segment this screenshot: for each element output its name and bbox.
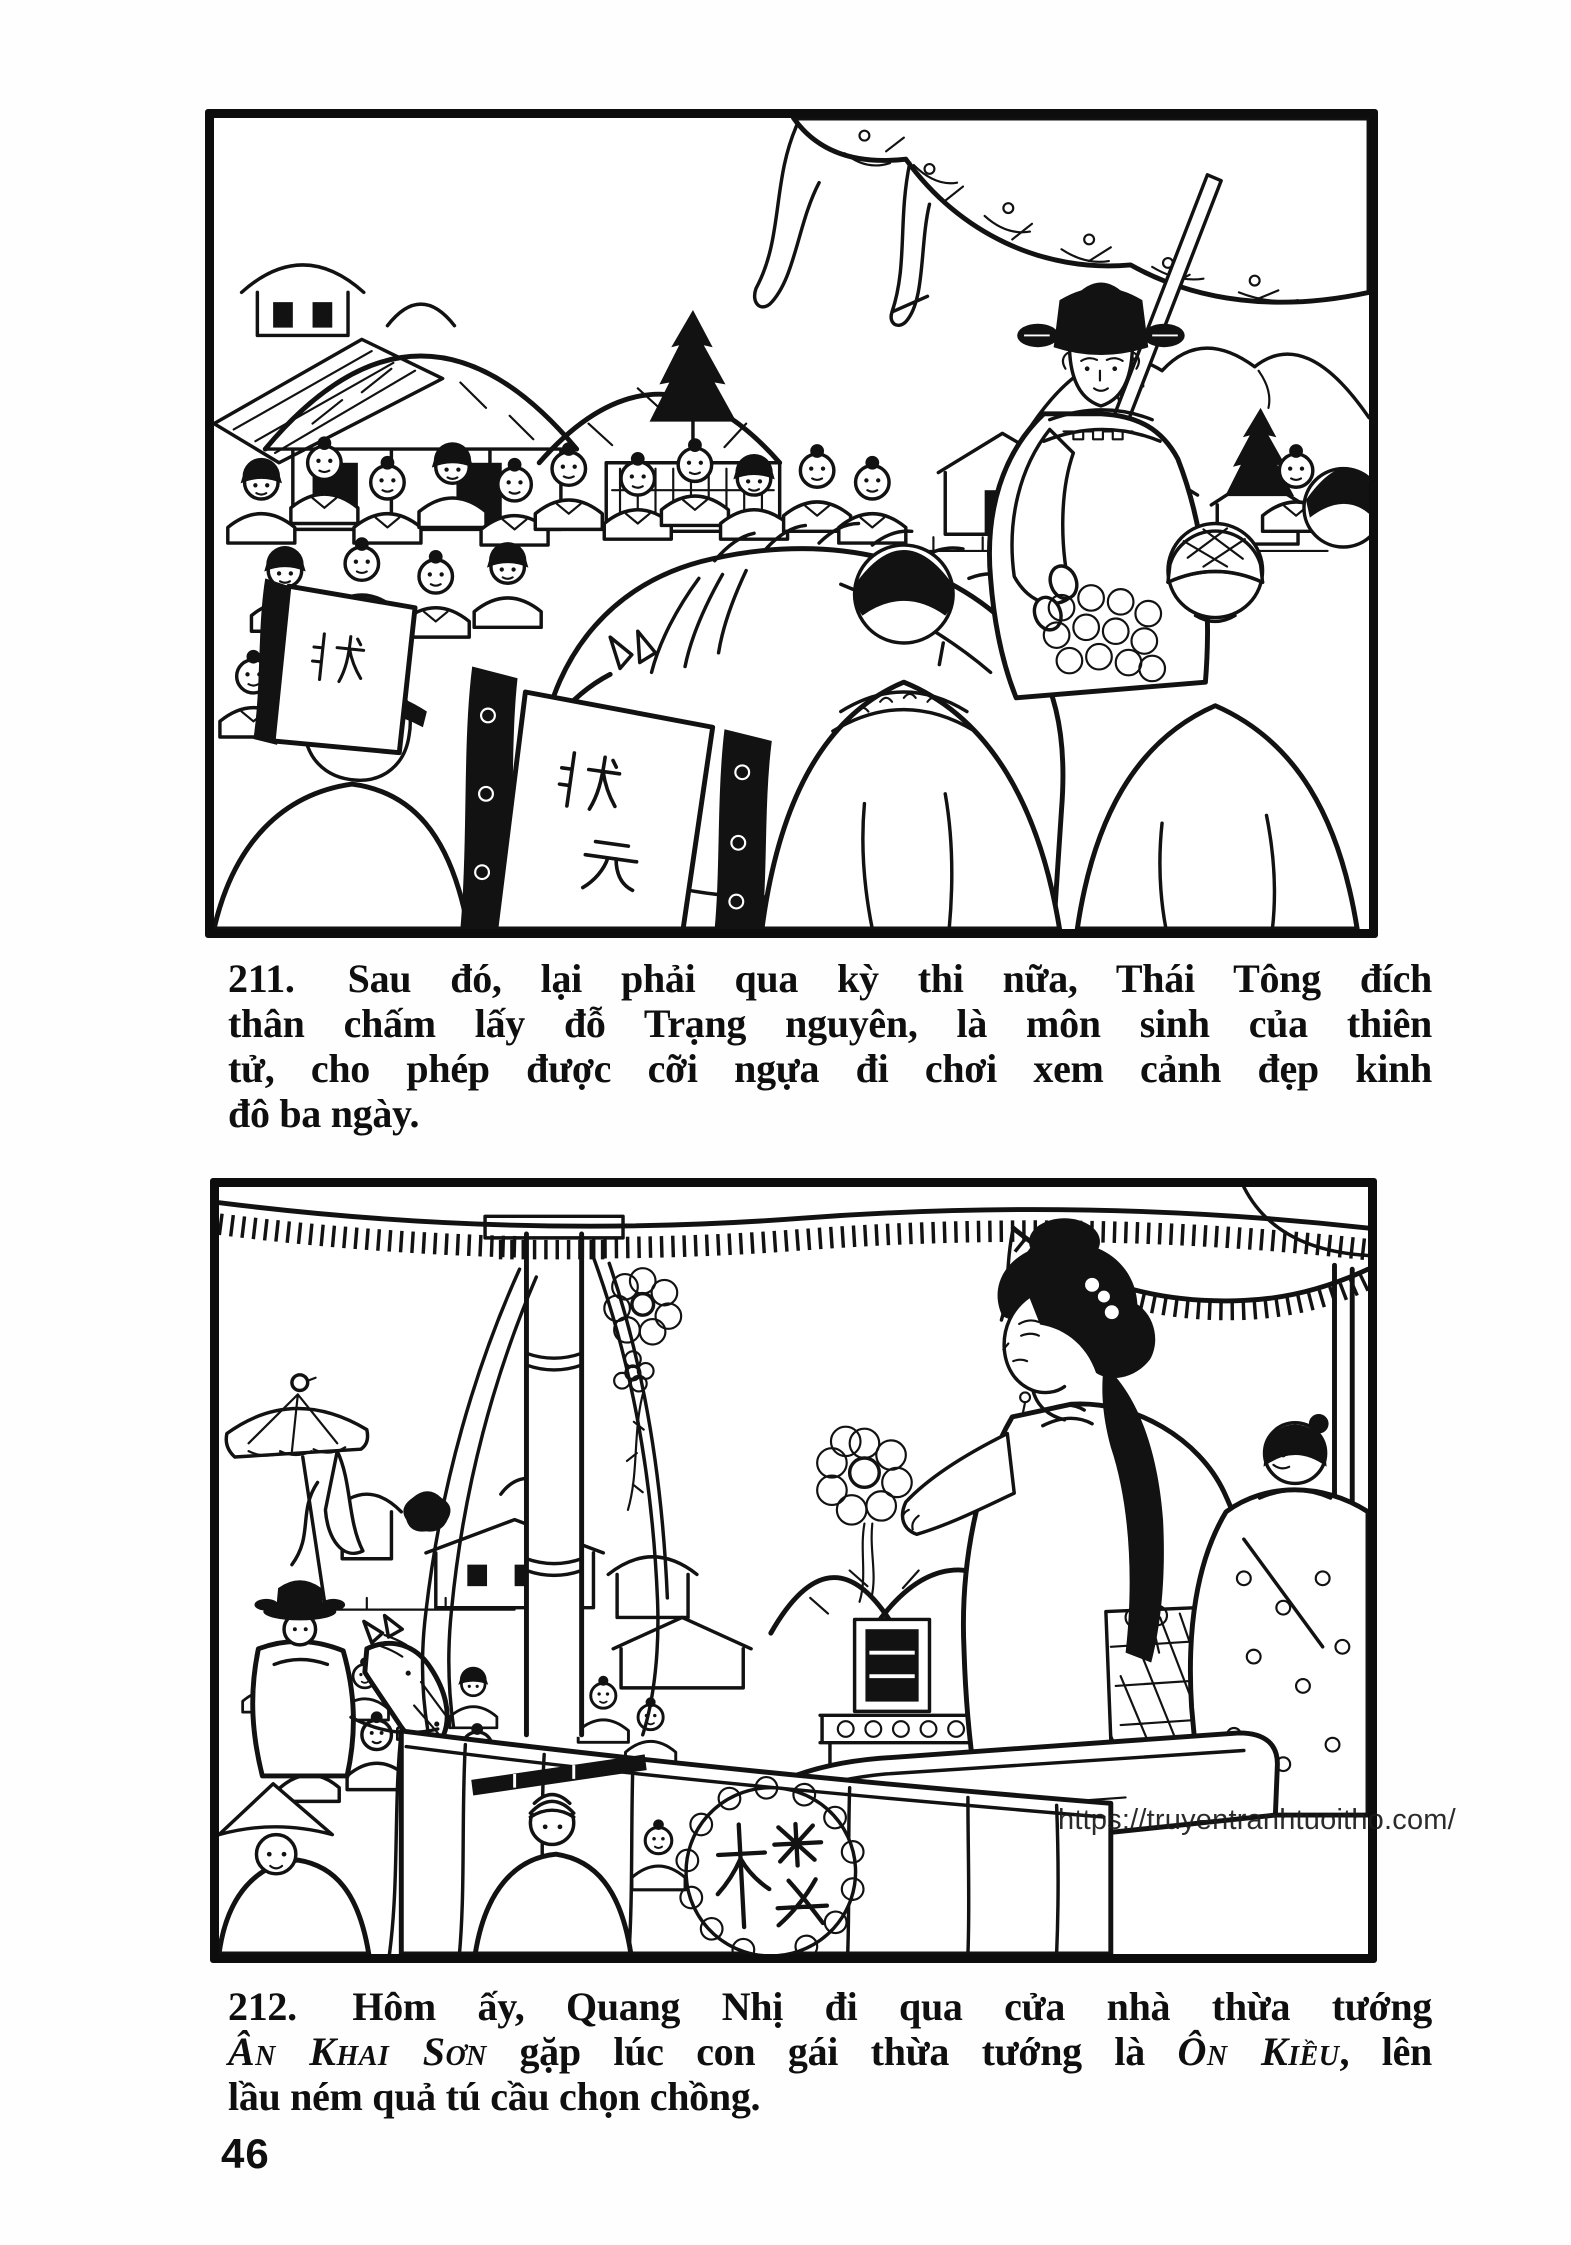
caption-211 bbox=[228, 956, 1432, 1136]
rider-trang-nguyen bbox=[989, 283, 1207, 698]
caption-text: đô ba ngày. bbox=[228, 1091, 420, 1136]
watermark-url: https://truyentranhtuoitho.com/ bbox=[1058, 1804, 1456, 1836]
page-number: 46 bbox=[221, 2130, 270, 2177]
caption-number: 212. bbox=[228, 1984, 297, 2029]
caption-line bbox=[228, 1001, 1432, 1046]
caption-line bbox=[228, 2029, 1432, 2074]
caption-text: thân chấm lấy đỗ Trạng nguyên, là môn sinh của thiên bbox=[228, 1001, 1432, 1046]
caption-line bbox=[228, 2074, 1432, 2119]
caption-line bbox=[228, 1046, 1432, 1091]
caption-text: tử, cho phép được cỡi ngựa đi chơi xem cảnh đẹp kinh bbox=[228, 1046, 1432, 1091]
caption-line bbox=[228, 1091, 1432, 1136]
pillar bbox=[485, 1216, 623, 1736]
panel-1-illustration bbox=[214, 118, 1369, 929]
caption-proper-name: Ôn Kiều bbox=[1177, 2029, 1340, 2074]
foreground-head-right-edge bbox=[1304, 468, 1369, 547]
caption-line bbox=[228, 956, 1432, 1001]
zhuangyuan-banner-small bbox=[253, 578, 415, 752]
canopy bbox=[219, 1187, 1368, 1320]
panel-1 bbox=[205, 109, 1378, 938]
caption-text: , lên bbox=[1339, 2029, 1432, 2074]
caption-text: Sau đó, lại phải qua kỳ thi nữa, Thái Tông đích bbox=[308, 956, 1432, 1001]
parade-banner bbox=[755, 118, 1369, 325]
caption-text: Hôm ấy, Quang Nhị đi qua cửa nhà thừa tướng bbox=[310, 1984, 1432, 2029]
panel-2 bbox=[210, 1178, 1377, 1963]
caption-number: 211. bbox=[228, 956, 295, 1001]
caption-line bbox=[228, 1984, 1432, 2029]
caption-212 bbox=[228, 1984, 1432, 2119]
panel-2-illustration bbox=[219, 1187, 1368, 1954]
caption-text: lầu ném quả tú cầu chọn chồng. bbox=[228, 2074, 761, 2119]
caption-proper-name: Ân Khai Sơn bbox=[228, 2029, 487, 2074]
caption-text: gặp lúc con gái thừa tướng là bbox=[486, 2029, 1178, 2074]
parasol bbox=[226, 1375, 367, 1608]
